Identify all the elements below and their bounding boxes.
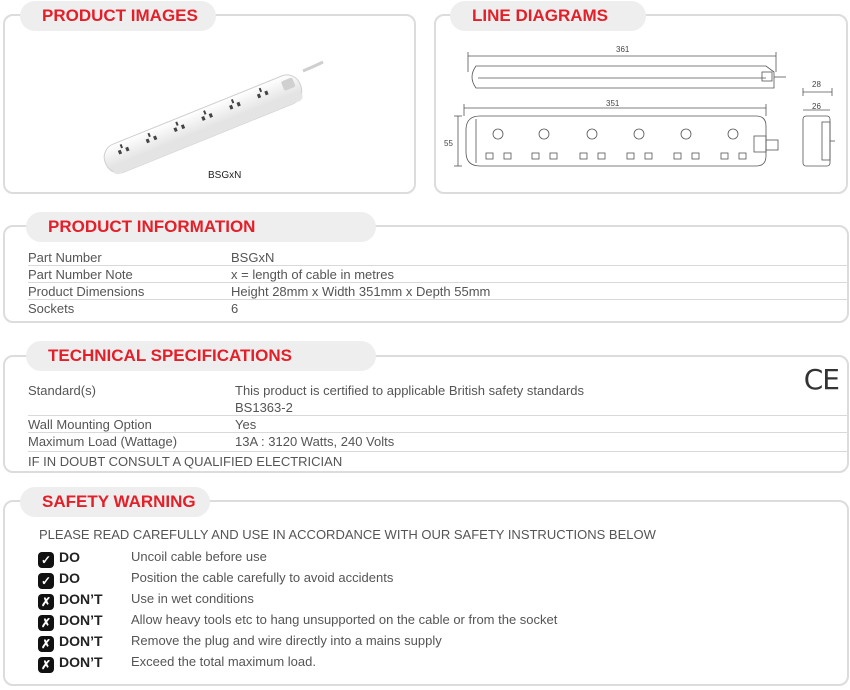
info-row xyxy=(28,266,847,283)
safety-item-do xyxy=(38,570,80,589)
dim-body-height: 26 xyxy=(812,102,821,111)
line-diagrams-tab: LINE DIAGRAMS xyxy=(450,1,646,31)
safety-intro: PLEASE READ CAREFULLY AND USE IN ACCORDANCE WITH OUR SAFETY INSTRUCTIONS BELOW xyxy=(39,527,656,542)
info-value: 6 xyxy=(231,301,239,316)
line-diagrams-panel xyxy=(434,14,848,194)
check-icon: ✓ xyxy=(38,552,54,568)
info-value: Height 28mm x Width 351mm x Depth 55mm xyxy=(231,284,491,299)
safety-item-dont xyxy=(38,633,103,652)
dont-label: DON’T xyxy=(59,654,103,670)
safety-item-text: Remove the plug and wire directly into a mains supply xyxy=(131,633,442,648)
spec-row-load xyxy=(28,433,847,452)
product-images-panel xyxy=(3,14,416,194)
product-images-tab: PRODUCT IMAGES xyxy=(20,1,216,31)
cross-icon: ✗ xyxy=(38,657,54,673)
safety-item-dont xyxy=(38,654,103,673)
safety-item-do xyxy=(38,549,80,568)
safety-item-dont xyxy=(38,612,103,631)
line-diagram-drawing xyxy=(436,16,850,196)
ce-mark: CE xyxy=(803,363,839,396)
extension-lead-image xyxy=(5,16,418,196)
info-value: x = length of cable in metres xyxy=(231,267,394,282)
spec-value: This product is certified to applicable British safety standards xyxy=(235,383,585,398)
info-row xyxy=(28,283,847,300)
safety-item-text: Use in wet conditions xyxy=(131,591,254,606)
dim-top-width: 361 xyxy=(616,45,630,54)
safety-item-text: Allow heavy tools etc to hang unsupported on the cable or from the socket xyxy=(131,612,558,627)
spec-note xyxy=(28,453,847,470)
info-row xyxy=(28,249,847,266)
dont-label: DON’T xyxy=(59,591,103,607)
technical-specifications-tab: TECHNICAL SPECIFICATIONS xyxy=(26,341,376,371)
safety-warning-tab: SAFETY WARNING xyxy=(20,487,210,517)
do-label: DO xyxy=(59,549,80,565)
safety-item-text: Exceed the total maximum load. xyxy=(131,654,316,669)
technical-specifications-panel xyxy=(3,355,849,473)
spec-value: 13A : 3120 Watts, 240 Volts xyxy=(235,434,395,449)
cross-icon: ✗ xyxy=(38,594,54,610)
info-row xyxy=(28,300,847,317)
product-information-tab: PRODUCT INFORMATION xyxy=(26,212,376,242)
info-label: Sockets xyxy=(28,301,75,316)
dim-depth: 55 xyxy=(444,139,453,148)
cross-icon: ✗ xyxy=(38,636,54,652)
spec-label: Wall Mounting Option xyxy=(28,417,152,432)
dont-label: DON’T xyxy=(59,633,103,649)
spec-row-standards xyxy=(28,382,847,416)
safety-item-text: Uncoil cable before use xyxy=(131,549,267,564)
spec-label: Standard(s) xyxy=(28,383,96,398)
cross-icon: ✗ xyxy=(38,615,54,631)
check-icon: ✓ xyxy=(38,573,54,589)
safety-item-text: Position the cable carefully to avoid accidents xyxy=(131,570,394,585)
spec-value: BS1363-2 xyxy=(235,400,293,415)
do-label: DO xyxy=(59,570,80,586)
spec-note-text: IF IN DOUBT CONSULT A QUALIFIED ELECTRICIAN xyxy=(28,454,343,469)
info-value: BSGxN xyxy=(231,250,275,265)
safety-warning-panel xyxy=(3,500,849,686)
dim-height: 28 xyxy=(812,80,821,89)
safety-item-dont xyxy=(38,591,103,610)
info-label: Product Dimensions xyxy=(28,284,145,299)
dim-body-width: 351 xyxy=(606,99,620,108)
dont-label: DON’T xyxy=(59,612,103,628)
product-caption: BSGxN xyxy=(208,170,242,181)
spec-row-wall xyxy=(28,416,847,433)
info-label: Part Number xyxy=(28,250,102,265)
info-label: Part Number Note xyxy=(28,267,133,282)
spec-value: Yes xyxy=(235,417,257,432)
spec-label: Maximum Load (Wattage) xyxy=(28,434,178,449)
